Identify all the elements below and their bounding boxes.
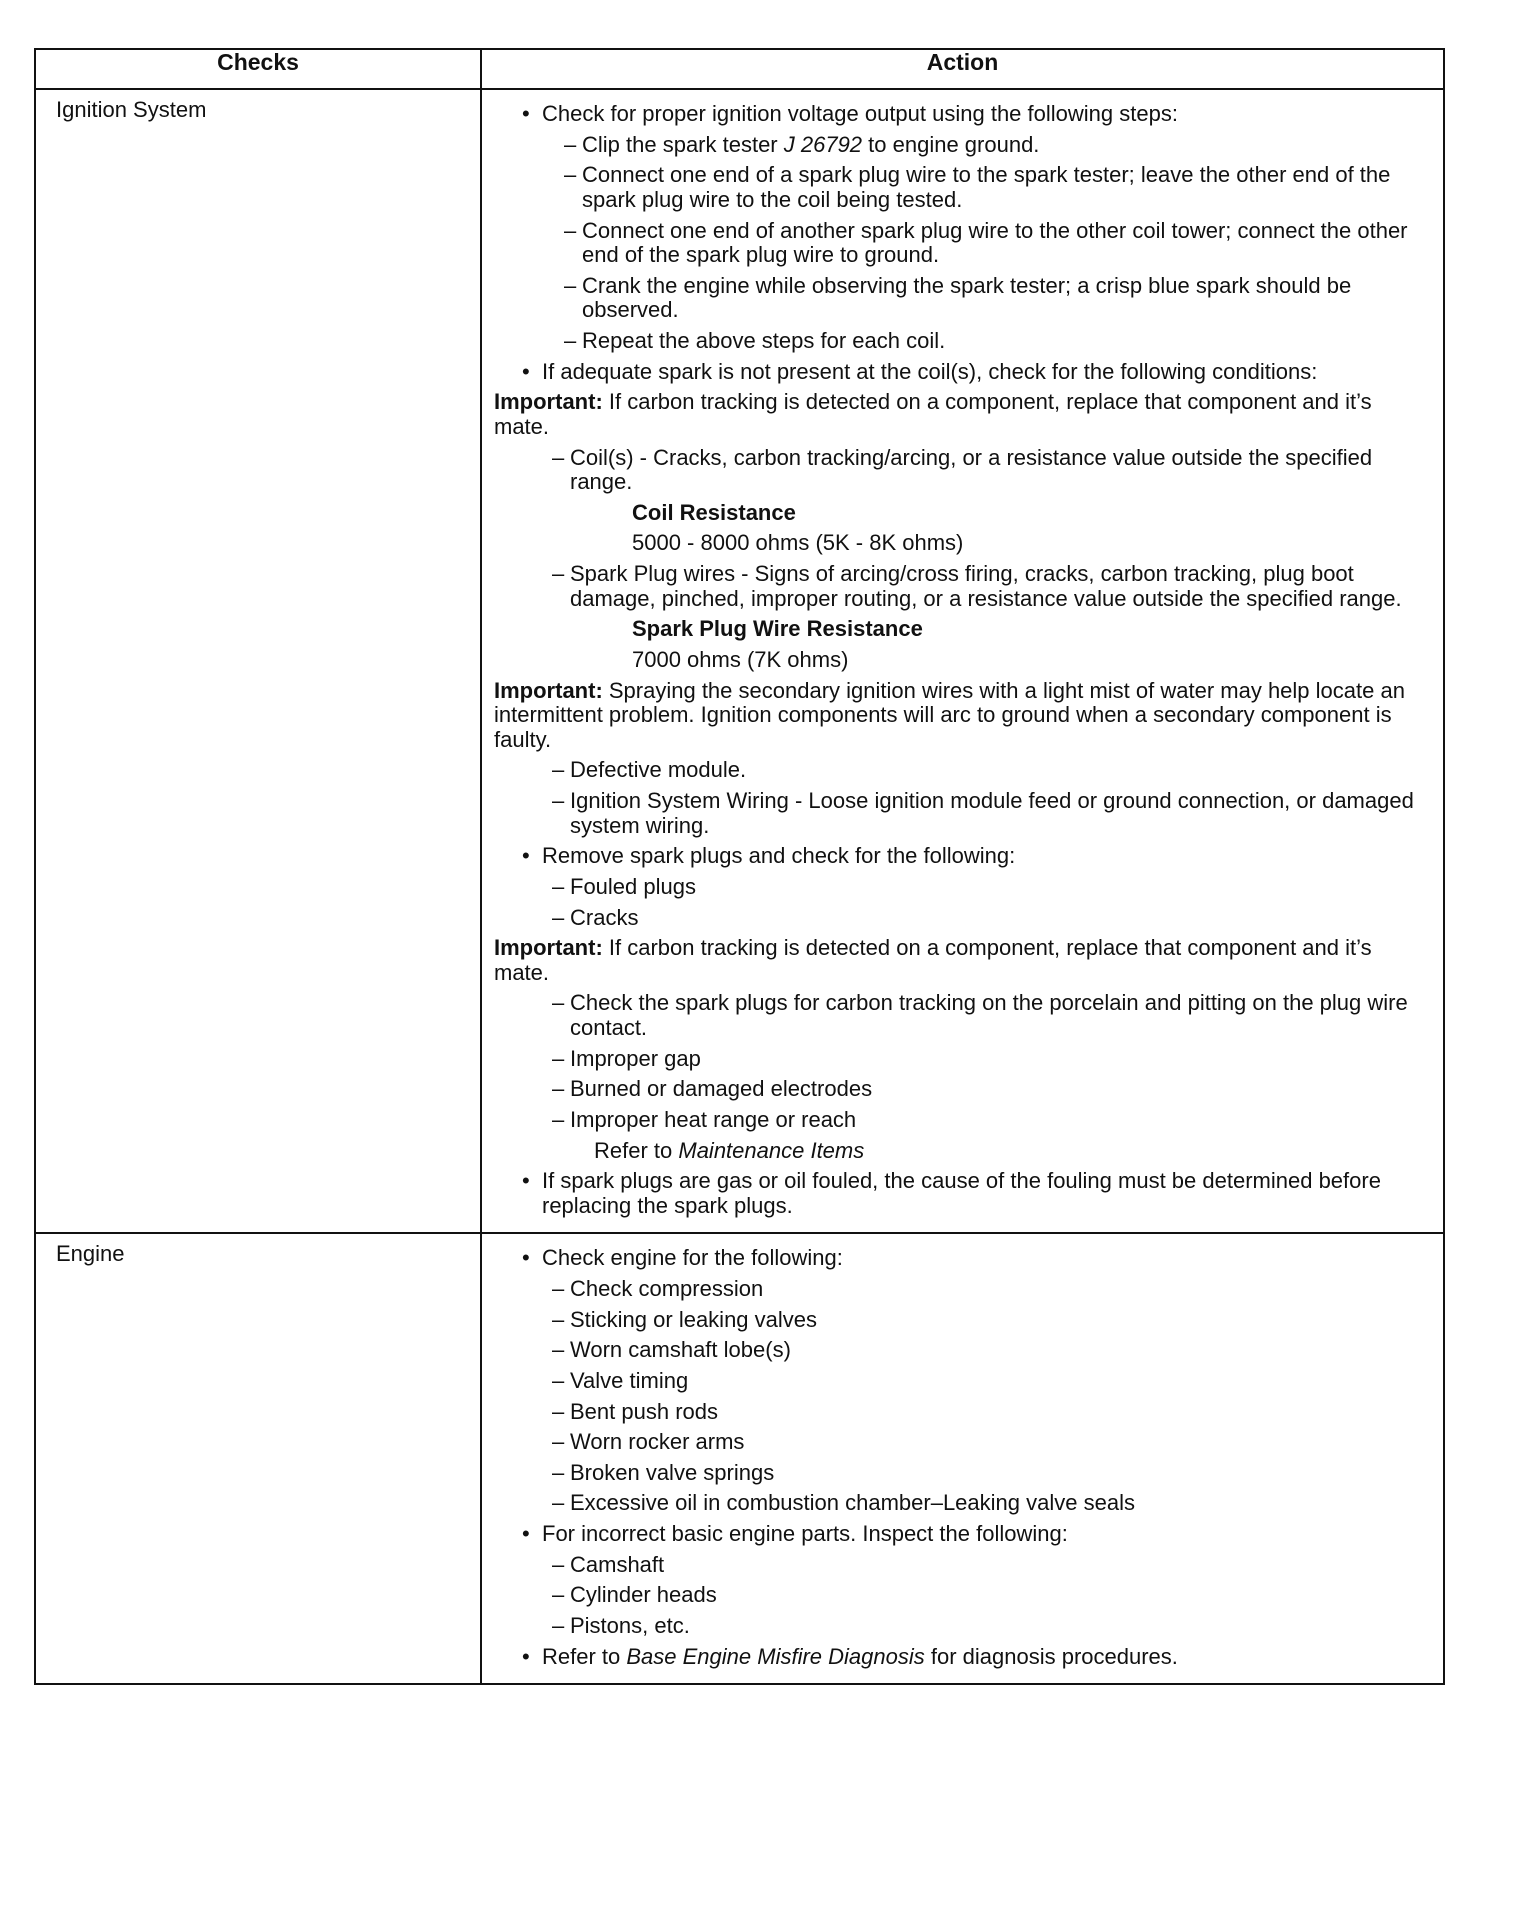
spec-value: 5000 - 8000 ohms (5K - 8K ohms) — [632, 530, 964, 556]
condition-item: – Worn camshaft lobe(s) — [494, 1338, 1431, 1363]
step-item — [494, 133, 1431, 158]
condition-item: – Excessive oil in combustion chamber–Leaking valve seals — [494, 1491, 1431, 1516]
bullet-item: • Check for proper ignition voltage output using the following steps: — [494, 102, 1431, 127]
step-item: – Connect one end of another spark plug wire to the other coil tower; connect the other end of the spark plug wire to ground. — [494, 219, 1431, 268]
condition-item: – Check the spark plugs for carbon tracking on the porcelain and pitting on the plug wire contact. — [494, 991, 1431, 1040]
bullet-item: • Check engine for the following: — [494, 1246, 1431, 1271]
action-column-header: Action — [481, 49, 1444, 89]
text-segment: for diagnosis procedures. — [924, 1643, 1178, 1669]
action-cell — [481, 1233, 1444, 1684]
important-text: If carbon tracking is detected on a component, replace that component and it’s mate. — [494, 935, 1372, 985]
text-segment: Refer to — [542, 1643, 627, 1669]
reference-title: Maintenance Items — [678, 1137, 865, 1163]
text-segment: Clip the spark tester — [582, 131, 784, 157]
condition-item: – Pistons, etc. — [494, 1614, 1431, 1639]
important-label: Important: — [494, 935, 603, 961]
text-segment: Refer to — [594, 1137, 679, 1163]
bullet-item: • If adequate spark is not present at the coil(s), check for the following conditions: — [494, 360, 1431, 385]
important-note — [494, 390, 1431, 439]
important-text: If carbon tracking is detected on a component, replace that component and it’s mate. — [494, 389, 1372, 439]
condition-item: – Spark Plug wires - Signs of arcing/cross firing, cracks, carbon tracking, plug boot damage, pinched, improper routing, or a resistance value outside the specified range. — [494, 562, 1431, 611]
condition-item: – Coil(s) - Cracks, carbon tracking/arcing, or a resistance value outside the specified range. — [494, 446, 1431, 495]
step-item: – Repeat the above steps for each coil. — [494, 329, 1431, 354]
action-cell — [481, 89, 1444, 1233]
bullet-item: • For incorrect basic engine parts. Inspect the following: — [494, 1522, 1431, 1547]
check-cell: Ignition System — [35, 89, 481, 1233]
table-header-row — [35, 49, 1444, 89]
condition-item: – Camshaft — [494, 1553, 1431, 1578]
condition-item: – Broken valve springs — [494, 1461, 1431, 1486]
bullet-item: • If spark plugs are gas or oil fouled, the cause of the fouling must be determined before replacing the spark plugs. — [494, 1169, 1431, 1218]
condition-item: – Defective module. — [494, 758, 1431, 783]
reference-title: Base Engine Misfire Diagnosis — [626, 1643, 925, 1669]
bullet-item — [494, 1645, 1431, 1670]
step-item: – Connect one end of a spark plug wire to the spark tester; leave the other end of the spark plug wire to the coil being tested. — [494, 163, 1431, 212]
condition-item: – Ignition System Wiring - Loose ignition module feed or ground connection, or damaged system wiring. — [494, 789, 1431, 838]
table-row — [35, 89, 1444, 1233]
condition-item: – Cracks — [494, 906, 1431, 931]
check-cell: Engine — [35, 1233, 481, 1684]
condition-item: – Sticking or leaking valves — [494, 1308, 1431, 1333]
spec-heading: Spark Plug Wire Resistance — [632, 616, 923, 642]
checks-column-header: Checks — [35, 49, 481, 89]
table-row — [35, 1233, 1444, 1684]
spec-value: 7000 ohms (7K ohms) — [632, 646, 849, 672]
reference-title: J 26792 — [783, 131, 863, 157]
important-note — [494, 936, 1431, 985]
condition-item: – Burned or damaged electrodes — [494, 1077, 1431, 1102]
important-label: Important: — [494, 677, 603, 703]
text-segment: to engine ground. — [862, 131, 1040, 157]
condition-item: – Improper heat range or reach — [494, 1108, 1431, 1133]
condition-item: – Worn rocker arms — [494, 1430, 1431, 1455]
spec-heading: Coil Resistance — [632, 499, 796, 525]
important-label: Important: — [494, 389, 603, 415]
condition-item: – Fouled plugs — [494, 875, 1431, 900]
condition-item: – Cylinder heads — [494, 1583, 1431, 1608]
reference-note — [494, 1139, 1431, 1164]
condition-item: – Valve timing — [494, 1369, 1431, 1394]
bullet-item: • Remove spark plugs and check for the following: — [494, 844, 1431, 869]
important-text: Spraying the secondary ignition wires with a light mist of water may help locate an intermittent problem. Ignition components will arc to ground when a secondary component is faulty. — [494, 677, 1405, 752]
diagnosis-table — [34, 48, 1445, 1685]
important-note — [494, 679, 1431, 753]
condition-item: – Bent push rods — [494, 1400, 1431, 1425]
condition-item: – Improper gap — [494, 1047, 1431, 1072]
condition-item: – Check compression — [494, 1277, 1431, 1302]
step-item: – Crank the engine while observing the spark tester; a crisp blue spark should be observed. — [494, 274, 1431, 323]
